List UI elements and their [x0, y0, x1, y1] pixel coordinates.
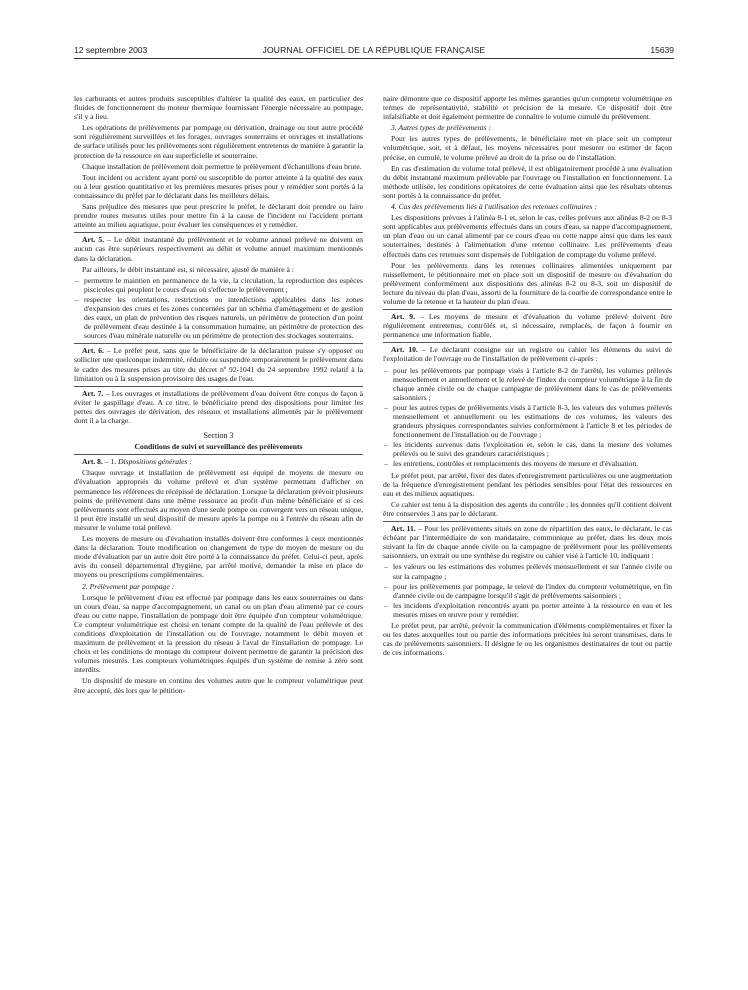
list-item: – respecter les orientations, restrictions ou interdictions applicables dans les zones d'expansion des crues et les zones concernées par un schéma d'aménagement et de gestion des eaux, un plan de prévention des risques naturels, un périmètre de protection d'un point de prélèvement d'eau destinée à la consommation humaine, un périmètre de protection des sources d'eau minérale naturelle ou un périmètre de protection des stockages souterrains.: [84, 295, 363, 340]
paragraph: naire démontre que ce dispositif apporte les mêmes garanties qu'un compteur volumétrique en termes de représentativité, stabilité et précision de la mesure. Ce dispositif doit être infalsifiable et doit également permettre de connaître le volume cumulé du prélèvement.: [383, 94, 672, 122]
list-item: – les incidents d'exploitation rencontrés ayant pu porter atteinte à la ressource en eau et les mesures mises en œuvre pour y remédier.: [393, 601, 672, 619]
paragraph: les carburants et autres produits susceptibles d'altérer la qualité des eaux, en particulier des fluides de fonctionnement du moteur thermique fournissant l'énergie nécessaire au pompage, s'il y a lieu.: [74, 94, 363, 122]
paragraph: Tout incident ou accident ayant porté ou susceptible de porter atteinte à la qualité des eaux ou à leur gestion quantitative et les premières mesures prises pour y remédier sont portés à la connaissance du préfet par le déclarant dans les meilleurs délais.: [74, 172, 363, 200]
list-item: – pour les autres types de prélèvements visés à l'article 8-3, les valeurs des volumes prélevés mensuellement et annuellement ou les estimations de ces volumes, les valeurs des grandeurs physiques correspondantes suivies conformément à l'article 8 et les périodes de fonctionnement de l'installation ou de l'ouvrage ;: [393, 403, 672, 439]
article-5: [74, 232, 363, 262]
article-6: [74, 343, 363, 382]
page-header: [74, 44, 674, 59]
bullet-list: [383, 562, 672, 619]
article-11: [383, 521, 672, 560]
article-label: Art. 11.: [391, 524, 416, 534]
article-label: Art. 9.: [391, 312, 416, 322]
paragraph: Les moyens de mesure ou d'évaluation installés doivent être conformes à ceux mentionnés dans la déclaration. Toute modification ou changement de type de moyen de mesure ou du mode d'évaluation par un autre doit être porté à la connaissance du préfet. Celui-ci peut, après avis du conseil départemental d'hygiène, par arrêté motivé, demander la mise en place de moyens ou prescriptions complémentaires.: [74, 534, 363, 580]
bullet-list: [74, 276, 363, 341]
subsection-heading: 4. Cas des prélèvements liés à l'utilisation des retenues collinaires :: [391, 202, 597, 212]
left-column: [74, 94, 363, 697]
paragraph: Par ailleurs, le débit instantané est, si nécessaire, ajusté de manière à :: [82, 264, 294, 274]
section-title: Conditions de suivi et surveillance des prélèvements: [134, 442, 303, 452]
paragraph: Les opérations de prélèvements par pompage ou dérivation, drainage ou tout autre procédé sont régulièrement surveillées et les forages, ouvrages souterrains et ouvrages et installations de surface utilisés pour les prélèvements sont régulièrement entretenus de manière à garantir la protection de la ressource en eau superficielle et souterraine.: [74, 123, 363, 160]
article-text: – Pour les prélèvements situés en zone de répartition des eaux, le déclarant, le cas échéant par l'intermédiaire de son mandataire, communique au préfet, dans les deux mois suivant la fin de chaque année civile ou la campagne de prélèvement pour les prélèvements saisonniers, un extrait ou une synthèse du registre ou cahier visé à l'article 10, indiquant :: [383, 524, 672, 561]
paragraph: Pour les prélèvements dans les retenues collinaires alimentées uniquement par ruissellement, le pétitionnaire met en place soit un dispositif de mesure ou d'évaluation du prélèvement conformément aux dispositions des alinéas 8-2 ou 8-3, soit un dispositif de lecture du niveau du plan d'eau, assorti de la fourniture de la courbe de correspondance entre le volume de la retenue et la hauteur du plan d'eau.: [383, 260, 672, 306]
list-item: – permettre le maintien en permanence de la vie, la circulation, la reproduction des espèces piscicoles qui peuplent le cours d'eau où s'effectue le prélèvement ;: [84, 276, 363, 294]
article-text: – Le débit instantané du prélèvement et le volume annuel prélevé ne doivent en aucun cas être supérieurs respectivement au débit et volume annuel maximum mentionnés dans la déclaration.: [74, 235, 363, 263]
paragraph: Les dispositions prévues à l'alinéa 8-1 et, selon le cas, celles prévues aux alinéas 8-2 ou 8-3 sont applicables aux prélèvements effectués dans un cours d'eau, sa nappe d'accompagnement, un plan d'eau ou un canal alimenté par ce cours d'eau ou cette nappe ainsi que dans les eaux souterraines, destinés à l'alimentation d'une retenue collinaire. Les prélèvements d'eau effectués dans ces retenues sont dispensés de l'obligation de comptage du volume prélevé.: [383, 213, 672, 259]
article-9: [383, 309, 672, 339]
article-label: Art. 8.: [82, 457, 103, 467]
subsection-title: Dispositions générales :: [118, 457, 192, 467]
subsection-heading: 2. Prélèvement par pompage :: [82, 581, 175, 591]
page-number: 15639: [650, 45, 674, 55]
right-column: [383, 94, 672, 659]
paragraph: En cas d'estimation du volume total prélevé, il est obligatoirement procédé à une évaluation du débit instantané maximum prélevable par l'ouvrage ou l'installation en fonctionnement. La méthode utilisée, les conditions opératoires de cette évaluation ainsi que les résultats obtenus sont portés à la connaissance du préfet.: [383, 163, 672, 200]
article-text: – Les ouvrages et installations de prélèvement d'eau doivent être conçus de façon à éviter le gaspillage d'eau. A ce titre, le bénéficiaire prend des dispositions pour limiter les pertes des ouvrages de dérivation, des réseaux et installations alimentés par le prélèvement dont il a la charge.: [74, 388, 363, 425]
paragraph: Ce cahier est tenu à la disposition des agents du contrôle ; les données qu'il contient doivent être conservées 3 ans par le déclarant.: [383, 499, 672, 518]
paragraph: Chaque installation de prélèvement doit permettre le prélèvement d'échantillons d'eau brute.: [82, 161, 362, 171]
paragraph: Le préfet peut, par arrêté, prévoir la communication d'éléments complémentaires et fixer la ou les dates auxquelles tout ou partie des informations précitées lui seront transmises, dans le cas de prélèvements saisonniers. Il désigne le ou les organismes destinataires de tout ou partie de ces informations.: [383, 620, 672, 658]
paragraph: Lorsque le prélèvement d'eau est effectué par pompage dans les eaux souterraines ou dans un cours d'eau, sa nappe d'accompagnement, un canal ou un plan d'eau alimenté par ce cours d'eau ou cette nappe, l'installation de pompage doit être équipée d'un compteur volumétrique. Ce compteur volumétrique est choisi en tenant compte de la qualité de l'eau prélevée et des conditions d'exploitation de l'installation ou de l'ouvrage, notamment le débit moyen et maximum de prélèvement et la pression du réseau à l'aval de l'installation de pompage. Le choix et les conditions de montage du compteur doivent permettre de garantir la précision des volumes mesurés. Les compteurs volumétriques équipés d'un système de remise à zéro sont interdits.: [74, 592, 363, 675]
paragraph: Un dispositif de mesure en continu des volumes autre que le compteur volumétrique peut être accepté, dès lors que le pétition-: [74, 676, 363, 695]
paragraph: Chaque ouvrage et installation de prélèvement est équipé de moyens de mesure ou d'évaluation appropriés du volume prélevé et d'un système permettant d'afficher en permanence les références du récépissé de déclaration. Lorsque la déclaration prévoit plusieurs points de prélèvement dans une même ressource au profit d'un même bénéficiaire et si ces prélèvements sont effectués au moyen d'une seule pompe ou convergent vers un réseau unique, il peut être installé un seul dispositif de mesure après la pompe ou à l'entrée du réseau afin de mesurer le volume total prélevé.: [74, 468, 363, 532]
list-item: – les incidents survenus dans l'exploitation et, selon le cas, dans la mesure des volumes prélevés ou le suivi des grandeurs caractéristiques ;: [393, 440, 672, 458]
article-10: [383, 342, 672, 363]
paragraph: Le préfet peut, par arrêté, fixer des dates d'enregistrement particulières ou une augmentation de la fréquence d'enregistrement pendant les périodes sensibles pour l'état des ressources en eau et des milieux aquatiques.: [383, 470, 672, 498]
article-7: [74, 386, 363, 425]
section-heading: Section 3: [203, 431, 234, 441]
article-subnumber: – 1.: [102, 457, 119, 467]
header-title: JOURNAL OFFICIEL DE LA RÉPUBLIQUE FRANÇAISE: [262, 45, 486, 55]
list-item: – les entretiens, contrôles et remplacements des moyens de mesure et d'évaluation.: [393, 459, 672, 468]
subsection-heading: 3. Autres types de prélèvements :: [391, 123, 491, 133]
article-label: Art. 7.: [82, 388, 104, 398]
paragraph: Sans préjudice des mesures que peut prescrire le préfet, le déclarant doit prendre ou faire prendre toutes mesures utiles pour mettre fin à la cause de l'incident ou l'accident portant atteinte au milieu aquatique, pour évaluer les conséquences et y remédier.: [74, 202, 363, 230]
article-text: – Le préfet peut, sans que le bénéficiaire de la déclaration puisse s'y opposer ou solliciter une quelconque indemnité, réduire ou suspendre temporairement le prélèvement dans le cadre des mesures prises au titre du décret nº 92-1041 du 24 septembre 1992 relatif à la limitation ou à la suspension provisoire des usages de l'eau.: [74, 346, 363, 383]
paragraph: Pour les autres types de prélèvements, le bénéficiaire met en place soit un compteur volumétrique, soit, et à défaut, les moyens nécessaires pour mesurer ou estimer de façon précise, en cumulé, le volume prélevé au droit de la prise ou de l'installation.: [383, 134, 672, 162]
article-label: Art. 6.: [82, 346, 104, 356]
article-label: Art. 5.: [82, 235, 105, 245]
list-item: – pour les prélèvements par pompage visés à l'article 8-2 de l'arrêté, les volumes prélevés mensuellement et annuellement et le relevé de l'index du compteur volumétrique à la fin de chaque année civile ou de chaque campagne de prélèvement dans le cas de prélèvements saisonniers ;: [393, 366, 672, 402]
header-date: 12 septembre 2003: [74, 45, 148, 55]
list-item: – pour les prélèvements par pompage, le relevé de l'index du compteur volumétrique, en fin d'année civile ou de campagne lorsqu'il s'agit de prélèvements saisonniers ;: [393, 582, 672, 600]
article-text: – Les moyens de mesure et d'évaluation du volume prélevé doivent être régulièrement entretenus, contrôlés et, si nécessaire, remplacés, de façon à fournir en permanence une information fiable.: [383, 312, 672, 340]
article-label: Art. 10.: [391, 345, 418, 355]
list-item: – les valeurs ou les estimations des volumes prélevés mensuellement et sur l'année civile ou sur la campagne ;: [393, 562, 672, 580]
bullet-list: [383, 366, 672, 469]
article-text: – Le déclarant consigne sur un registre ou cahier les éléments du suivi de l'exploitation de l'ouvrage ou de l'installation de prélèvement ci-après :: [383, 345, 672, 364]
article-8: [74, 454, 363, 466]
